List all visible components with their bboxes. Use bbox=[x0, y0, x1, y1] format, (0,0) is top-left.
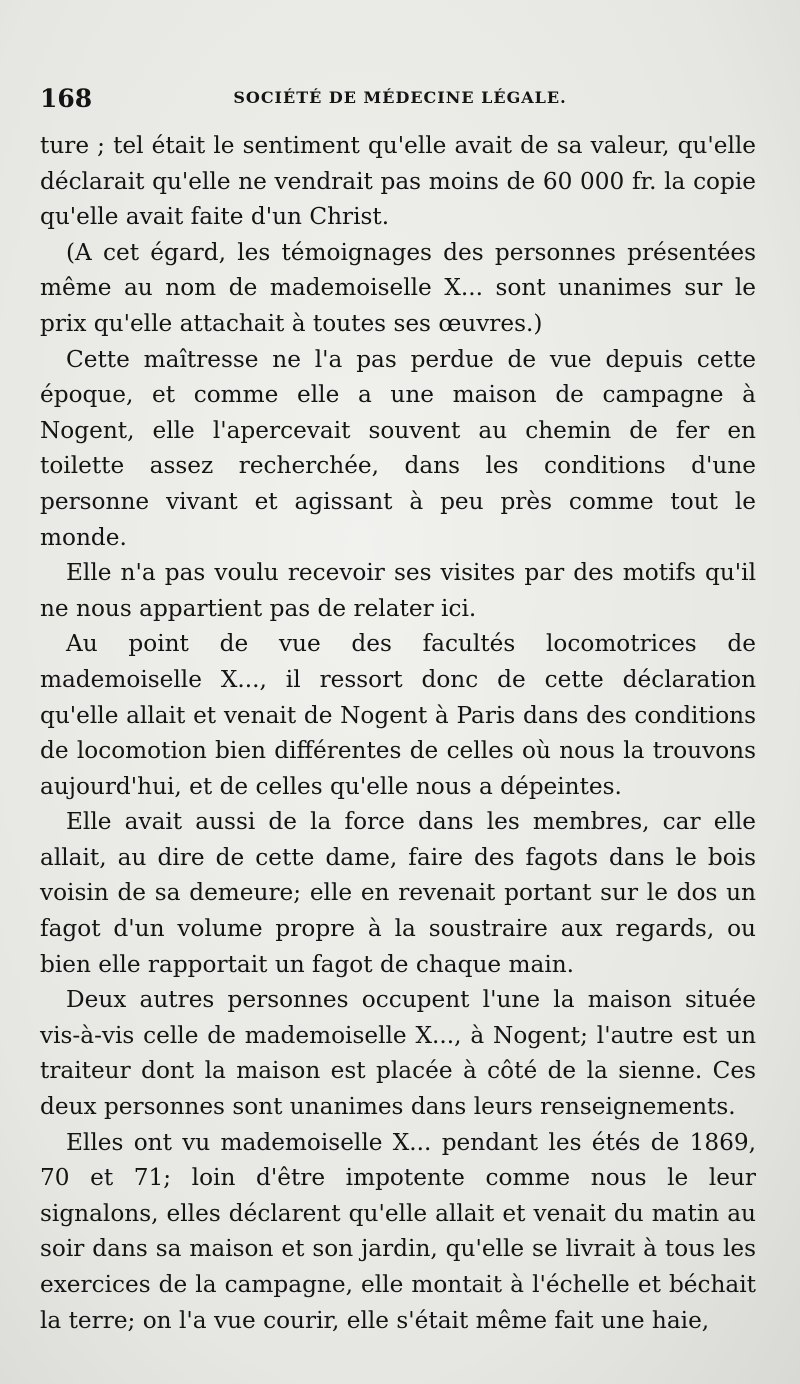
paragraph: Deux autres personnes occupent l'une la maison située vis-à-vis celle de mademoiselle X..., à Nogent; l'autre est un traiteur dont la maison est placée à côté de la sienne. Ces deux personnes sont unanimes dans leurs renseignements. bbox=[40, 986, 756, 1121]
paragraph: Elle avait aussi de la force dans les membres, car elle allait, au dire de cette dame, faire des fagots dans le bois voisin de sa demeure; elle en revenait portant sur le dos un fagot d'un volume propre à la soustraire aux regards, ou bien elle rapportait un fagot de chaque main. bbox=[40, 808, 756, 978]
page-number: 168 bbox=[40, 84, 93, 113]
page-header bbox=[40, 84, 760, 118]
paragraph: Cette maîtresse ne l'a pas perdue de vue depuis cette époque, et comme elle a une maison de campagne à Nogent, elle l'apercevait souvent au chemin de fer en toilette assez recherchée, dans les conditions d'une personne vivant et agissant à peu près comme tout le monde. bbox=[40, 345, 756, 551]
paragraph: Elle n'a pas voulu recevoir ses visites par des motifs qu'il ne nous appartient pas de relater ici. bbox=[40, 559, 756, 622]
paragraph: Elles ont vu mademoiselle X... pendant les étés de 1869, 70 et 71; loin d'être impotente comme nous le leur signalons, elles déclarent qu'elle allait et venait du matin au soir dans sa maison et son jardin, qu'elle se livrait à tous les exercices de la campagne, elle montait à l'échelle et béchait la terre; on l'a vue courir, elle s'était même fait une haie, bbox=[40, 1128, 756, 1334]
paragraph: ture ; tel était le sentiment qu'elle avait de sa valeur, qu'elle déclarait qu'elle ne vendrait pas moins de 60 000 fr. la copie qu'elle avait faite d'un Christ. bbox=[40, 132, 756, 231]
body-text bbox=[40, 128, 756, 1338]
paragraph: Au point de vue des facultés locomotrices de mademoiselle X..., il ressort donc de cette déclaration qu'elle allait et venait de Nogent à Paris dans des conditions de locomotion bien différentes de celles où nous la trouvons aujourd'hui, et de celles qu'elle nous a dépeintes. bbox=[40, 630, 756, 800]
running-title: SOCIÉTÉ DE MÉDECINE LÉGALE. bbox=[233, 88, 567, 107]
paragraph: (A cet égard, les témoignages des personnes présentées même au nom de mademoiselle X... sont unanimes sur le prix qu'elle attachait à toutes ses œuvres.) bbox=[40, 238, 756, 337]
